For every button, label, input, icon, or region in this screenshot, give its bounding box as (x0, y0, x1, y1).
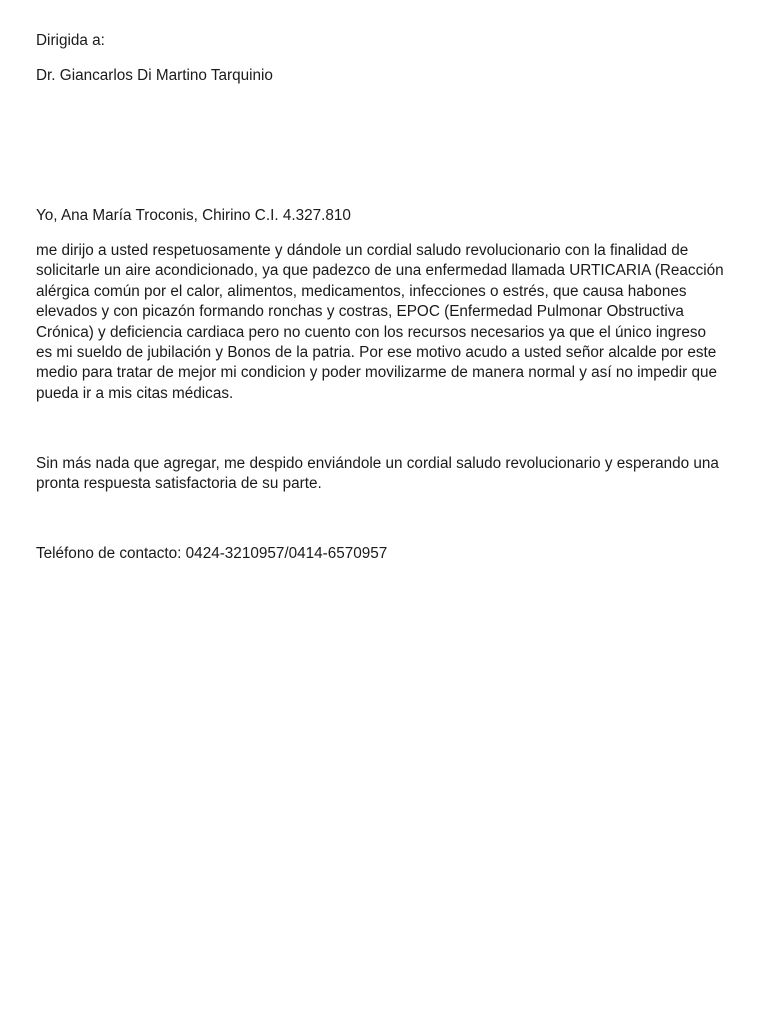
body-line: es mi sueldo de jubilación y Bonos de la patria. Por ese motivo acudo a usted señor alcalde por este (36, 344, 717, 362)
body-line: solicitarle un aire acondicionado, ya que padezco de una enfermedad llamada URTICARIA (Reacción (36, 262, 724, 280)
body-line: me dirijo a usted respetuosamente y dándole un cordial saludo revolucionario con la finalidad de (36, 242, 689, 259)
body-line: medio para tratar de mejor mi condicion y poder movilizarme de manera normal y así no impedir que (36, 364, 718, 382)
body-paragraph (36, 241, 734, 404)
closing-line: pronta respuesta satisfactoria de su parte. (36, 475, 322, 493)
addressee-label: Dirigida a: (36, 32, 105, 49)
closing-line: Sin más nada que agregar, me despido enviándole un cordial saludo revolucionario y esperando una (36, 455, 719, 472)
contact-phone-line: Teléfono de contacto: 0424-3210957/0414-6570957 (36, 545, 388, 562)
sender-line: Yo, Ana María Troconis, Chirino C.I. 4.327.810 (36, 207, 351, 224)
body-line: pueda ir a mis citas médicas. (36, 384, 234, 402)
addressee-name: Dr. Giancarlos Di Martino Tarquinio (36, 67, 273, 84)
body-line: elevados y con picazón formando ronchas y costras, EPOC (Enfermedad Pulmonar Obstructiva (36, 303, 684, 321)
body-line: Crónica) y deficiencia cardiaca pero no cuento con los recursos necesarios ya que el único ingreso (36, 323, 707, 341)
body-line: alérgica común por el calor, alimentos, medicamentos, infecciones o estrés, que causa habones (36, 282, 687, 300)
closing-paragraph (36, 454, 734, 495)
